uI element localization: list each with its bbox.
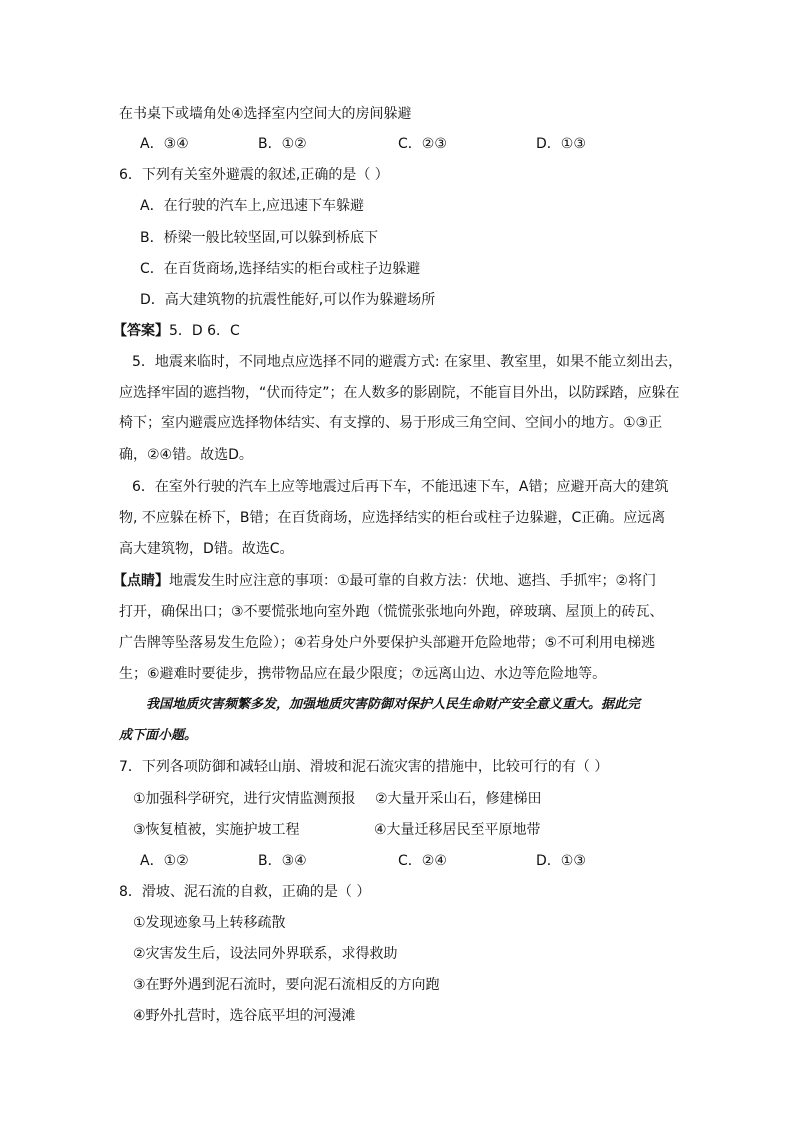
tip-text-1: 地震发生时应注意的事项：①最可靠的自救方法：伏地、遮挡、手抓牢；②将门 — [169, 573, 657, 589]
tip-line-4: 生；⑥避难时要徒步，携带物品应在最少限度；⑦远离山边、水边等危险地等。 — [119, 666, 607, 682]
q7-option-b: B．③④ — [258, 853, 307, 869]
explain5-line-4: 确，②④错。故选D。 — [119, 447, 253, 463]
q5-option-d: D．①③ — [536, 136, 586, 152]
explain6-line-3: 高大建筑物，D错。故选C。 — [119, 541, 294, 557]
explain6-line-2: 物, 不应躲在桥下，B错；在百货商场，应选择结实的柜台或柱子边躲避，C正确。应远离 — [119, 510, 666, 526]
q7-option-c: C．②④ — [398, 853, 447, 869]
q7-option-a: A．①② — [140, 853, 189, 869]
q8-stem: 8．滑坡、泥石流的自救，正确的是（ ） — [119, 884, 371, 900]
q8-item-1: ①发现迹象马上转移疏散 — [133, 915, 286, 931]
tip-line-2: 打开，确保出口；③不要慌张地向室外跑（慌慌张张地向外跑，碎玻璃、屋顶上的砖瓦、 — [119, 604, 664, 620]
q7-item-4: ④大量迁移居民至平原地带 — [374, 822, 541, 838]
q7-item-3: ③恢复植被，实施护坡工程 — [133, 822, 300, 838]
answer-label: 【答案】 — [113, 323, 169, 339]
tip-line-3: 广告牌等坠落易发生危险）；④若身处户外要保护头部避开危险地带；⑤不可利用电梯逃 — [119, 635, 656, 651]
explain5-line-1: 5．地震来临时，不同地点应选择不同的避震方式: 在家里、教室里，如果不能立刻出去， — [132, 354, 683, 370]
q5-option-b: B．①② — [258, 136, 307, 152]
q7-stem: 7．下列各项防御和减轻山崩、滑坡和泥石流灾害的措施中，比较可行的有（ ） — [119, 759, 609, 775]
explain5-line-2: 应选择牢固的遮挡物，“伏而待定”；在人数多的影剧院，不能盲目外出，以防踩踏，应躲在 — [119, 385, 680, 401]
tip-line-1 — [113, 571, 656, 591]
q6-option-c: C．在百货商场,选择结实的柜台或柱子边躲避 — [140, 261, 421, 277]
q5-option-c: C．②③ — [398, 136, 447, 152]
answer-line — [113, 321, 240, 341]
q6-option-a: A．在行驶的汽车上,应迅速下车躲避 — [140, 198, 365, 214]
q7-item-1: ①加强科学研究，进行灾情监测预报 — [133, 791, 356, 807]
q5-option-a: A．③④ — [140, 136, 189, 152]
q5-tail-text: 在书桌下或墙角处④选择室内空间大的房间躲避 — [119, 106, 412, 122]
q7-item-2: ②大量开采山石，修建梯田 — [375, 791, 542, 807]
answer-text: 5．D 6．C — [169, 323, 240, 339]
intro-line-2: 成下面小题。 — [119, 728, 198, 743]
intro-line-1: 我国地质灾害频繁多发，加强地质灾害防御对保护人民生命财产安全意义重大。据此完 — [146, 697, 641, 712]
q6-option-d: D．高大建筑物的抗震性能好,可以作为躲避场所 — [140, 292, 436, 308]
explain5-line-3: 椅下；室内避震应选择物体结实、有支撑的、易于形成三角空间、空间小的地方。①③正 — [119, 415, 663, 431]
q7-option-d: D．①③ — [536, 853, 586, 869]
q8-item-3: ③在野外遇到泥石流时，要向泥石流相反的方向跑 — [133, 977, 440, 993]
q8-item-2: ②灾害发生后，设法同外界联系，求得救助 — [133, 946, 398, 962]
q6-option-b: B．桥梁一般比较坚固,可以躲到桥底下 — [140, 230, 379, 246]
q8-item-4: ④野外扎营时，选谷底平坦的河漫滩 — [133, 1008, 356, 1024]
q6-stem: 6．下列有关室外避震的叙述,正确的是（ ） — [119, 167, 389, 183]
tip-label: 【点睛】 — [113, 573, 169, 589]
explain6-line-1: 6．在室外行驶的汽车上应等地震过后再下车，不能迅速下车，A错；应避开高大的建筑 — [132, 479, 669, 495]
